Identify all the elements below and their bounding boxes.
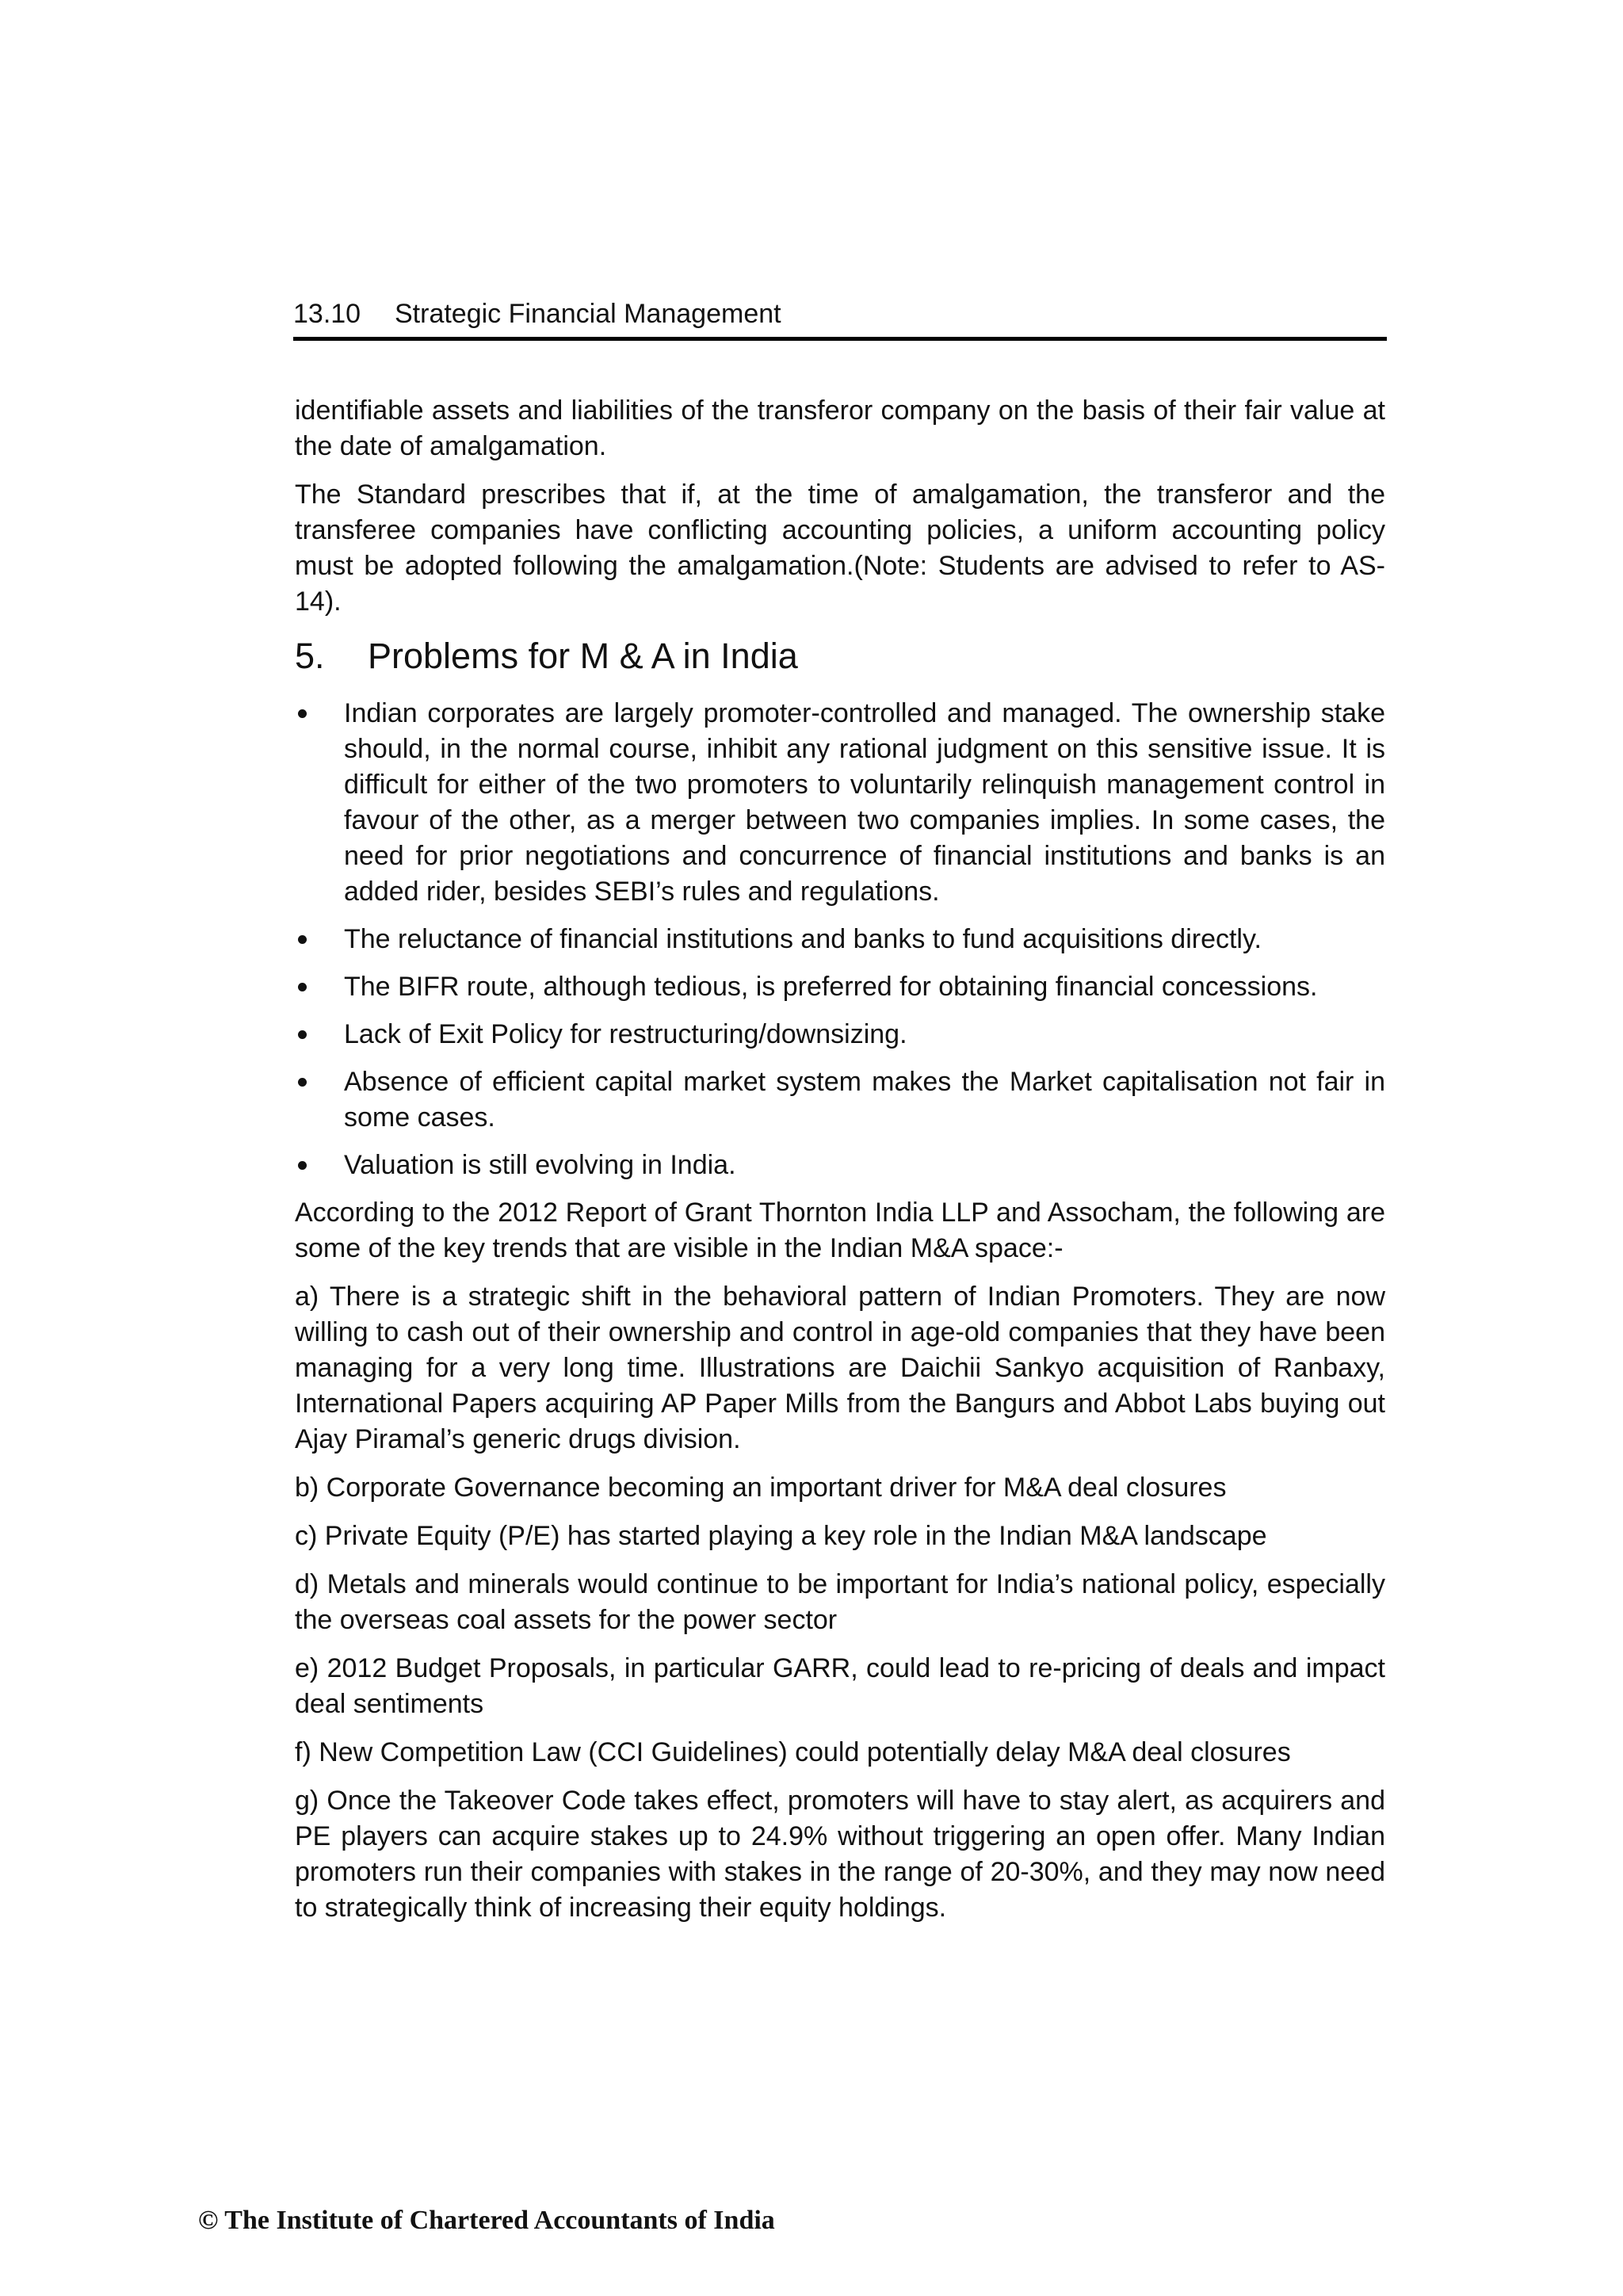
section-number: 5. xyxy=(295,636,325,676)
problems-list xyxy=(295,696,1385,1183)
trend-item: c) Private Equity (P/E) has started playing a key role in the Indian M&A landscape xyxy=(295,1521,1267,1551)
trend-item: a) There is a strategic shift in the behavioral pattern of Indian Promoters. They are now willing to cash out of their ownership and control in age-old companies that they have been managing for a very long time. Illustrations are Daichii Sankyo acquisition of Ranbaxy, International Papers acquiring AP Paper Mills from the Bangurs and Abbot Labs buying out Ajay Piramal’s generic drugs division. xyxy=(295,1282,1385,1454)
page-number: 13.10 xyxy=(293,299,361,329)
section-heading xyxy=(295,632,1385,680)
list-item xyxy=(295,969,1385,1005)
trend-item: f) New Competition Law (CCI Guidelines) could potentially delay M&A deal closures xyxy=(295,1737,1291,1767)
bullet-icon xyxy=(298,1030,307,1039)
paragraph-standard: The Standard prescribes that if, at the time of amalgamation, the transferor and the transferee companies have conflicting accounting policies, a uniform accounting policy must be adopted following the amalgamation.(Note: Students are advised to refer to AS-14). xyxy=(295,479,1385,617)
trend-item: b) Corporate Governance becoming an important driver for M&A deal closures xyxy=(295,1473,1227,1503)
page-footer: © The Institute of Chartered Accountants of India xyxy=(198,2206,775,2235)
bullet-icon xyxy=(298,1161,307,1170)
paragraph-intro: According to the 2012 Report of Grant Thornton India LLP and Assocham, the following are some of the key trends that are visible in the Indian M&A space:- xyxy=(295,1198,1385,1263)
list-item-text: The reluctance of financial institutions and banks to fund acquisitions directly. xyxy=(344,924,1262,954)
list-item-text: Indian corporates are largely promoter-controlled and managed. The ownership stake should, in the normal course, inhibit any rational judgment on this sensitive issue. It is difficult for either of the two promoters to voluntarily relinquish management control in favour of the other, as a merger between two companies implies. In some cases, the need for prior negotiations and concurrence of financial institutions and banks is an added rider, besides SEBI’s rules and regulations. xyxy=(344,698,1385,907)
list-item xyxy=(295,922,1385,957)
list-item xyxy=(295,1017,1385,1052)
list-item-text: Valuation is still evolving in India. xyxy=(344,1150,736,1180)
trend-item: e) 2012 Budget Proposals, in particular GARR, could lead to re-pricing of deals and impact deal sentiments xyxy=(295,1653,1385,1719)
page-content xyxy=(295,393,1385,1939)
page-header xyxy=(293,295,1387,341)
list-item-text: Lack of Exit Policy for restructuring/downsizing. xyxy=(344,1019,907,1049)
bullet-icon xyxy=(298,709,307,718)
list-item-text: Absence of efficient capital market system makes the Market capitalisation not fair in some cases. xyxy=(344,1067,1385,1133)
trend-item: g) Once the Takeover Code takes effect, promoters will have to stay alert, as acquirers and PE players can acquire stakes up to 24.9% without triggering an open offer. Many Indian promoters run their companies with stakes in the range of 20-30%, and they may now need to strategically think of increasing their equity holdings. xyxy=(295,1786,1385,1923)
bullet-icon xyxy=(298,983,307,991)
list-item-text: The BIFR route, although tedious, is preferred for obtaining financial concessions. xyxy=(344,972,1318,1002)
bullet-icon xyxy=(298,935,307,944)
section-title: Problems for M & A in India xyxy=(368,636,798,676)
list-item xyxy=(295,696,1385,910)
list-item xyxy=(295,1148,1385,1183)
paragraph-fair-value: identifiable assets and liabilities of the transferor company on the basis of their fair value at the date of amalgamation. xyxy=(295,395,1385,461)
header-title: Strategic Financial Management xyxy=(395,299,781,329)
trend-item: d) Metals and minerals would continue to be important for India’s national policy, especially the overseas coal assets for the power sector xyxy=(295,1569,1385,1635)
list-item xyxy=(295,1064,1385,1136)
bullet-icon xyxy=(298,1078,307,1087)
